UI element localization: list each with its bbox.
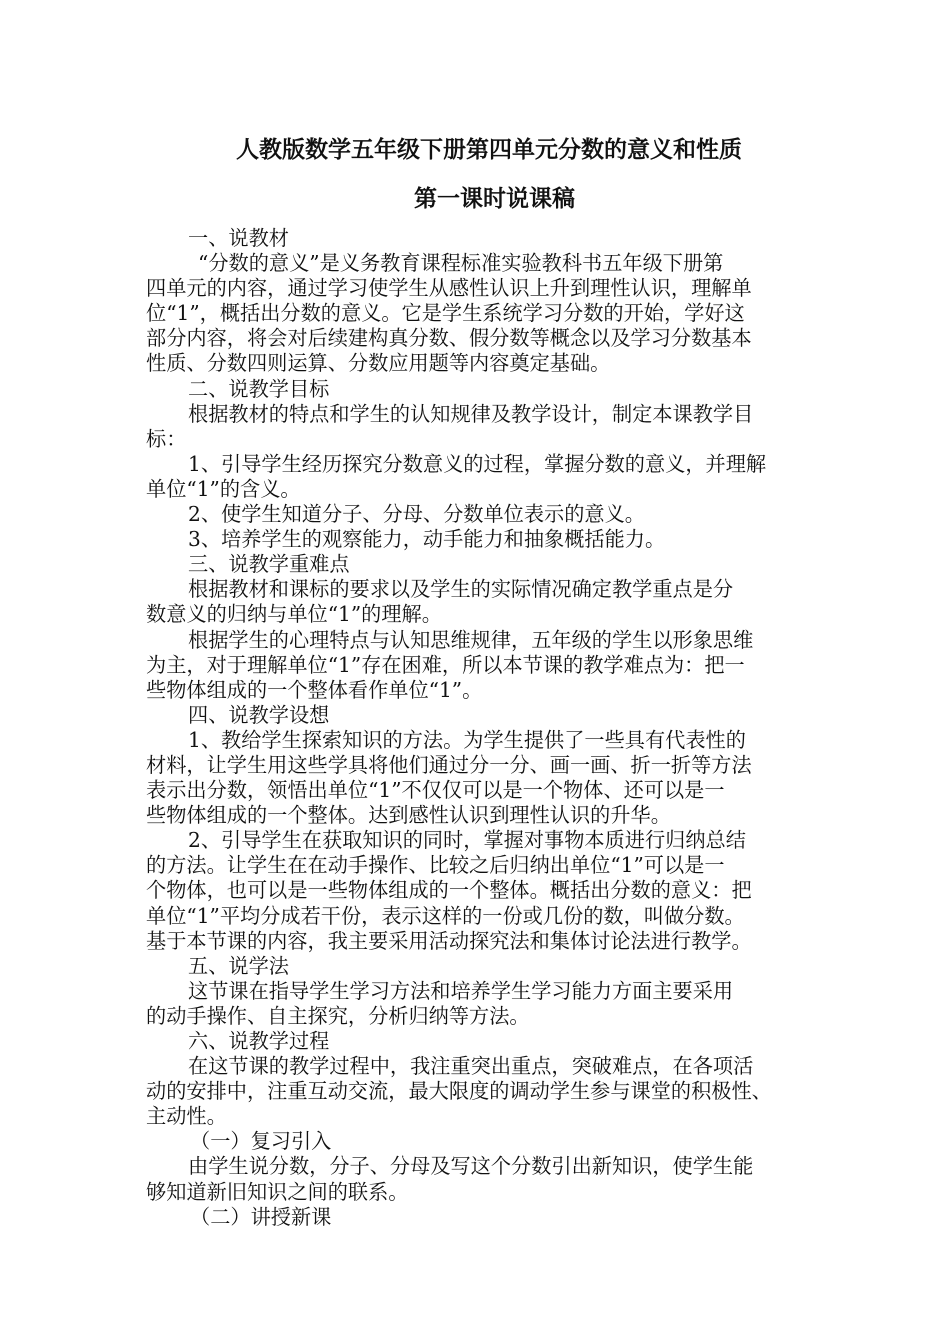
section-heading: 四、说教学设想 [188,702,330,727]
paragraph-line: 根据学生的心理特点与认知思维规律，五年级的学生以形象思维 [188,627,754,652]
paragraph-line: 1、引导学生经历探究分数意义的过程，掌握分数的意义，并理解 [188,451,767,476]
paragraph-line: 根据教材和课标的要求以及学生的实际情况确定教学重点是分 [188,577,734,602]
paragraph-line: 部分内容，将会对后续建构真分数、假分数等概念以及学习分数基本 [146,326,752,351]
paragraph-line: “分数的意义”是义务教育课程标准实验教科书五年级下册第 [198,251,724,276]
paragraph-line: 动的安排中，注重互动交流，最大限度的调动学生参与课堂的积极性、 [146,1079,772,1104]
section-heading: 六、说教学过程 [188,1029,330,1053]
paragraph-line: 2、引导学生在获取知识的同时，掌握对事物本质进行归纳总结 [188,828,746,853]
paragraph-line: 3、培养学生的观察能力，动手能力和抽象概括能力。 [188,527,666,552]
paragraph-line: 单位“1”平均分成若干份，表示这样的一份或几份的数，叫做分数。 [146,903,745,928]
paragraph-line: 在这节课的教学过程中，我注重突出重点，突破难点，在各项活 [188,1054,754,1079]
document-subtitle: 第一课时说课稿 [414,186,575,212]
paragraph-line: 标： [146,426,187,451]
paragraph-line: 的方法。让学生在在动手操作、比较之后归纳出单位“1”可以是一 [146,853,725,878]
document-body [146,226,810,1230]
paragraph-line: 些物体组成的一个整体。达到感性认识到理性认识的升华。 [146,803,671,828]
subsection-heading: （二）讲授新课 [190,1204,332,1229]
paragraph-line: 够知道新旧知识之间的联系。 [146,1179,409,1204]
document-title: 人教版数学五年级下册第四单元分数的意义和性质 [236,137,742,163]
section-heading: 二、说教学目标 [188,376,330,401]
paragraph-line: 位“1”，概括出分数的意义。它是学生系统学习分数的开始，学好这 [146,301,745,326]
paragraph-line: 为主，对于理解单位“1”存在困难，所以本节课的教学难点为：把一 [146,652,745,677]
paragraph-line: 由学生说分数，分子、分母及写这个分数引出新知识，使学生能 [188,1154,754,1179]
paragraph-line: 单位“1”的含义。 [146,476,301,501]
paragraph-line: 表示出分数，领悟出单位“1”不仅仅可以是一个物体、还可以是一 [146,778,725,803]
paragraph-line: 2、使学生知道分子、分母、分数单位表示的意义。 [188,502,645,527]
paragraph-line: 材料，让学生用这些学具将他们通过分一分、画一画、折一折等方法 [146,752,752,777]
section-heading: 五、说学法 [188,953,289,978]
paragraph-line: 基于本节课的内容，我主要采用活动探究法和集体讨论法进行教学。 [146,928,752,953]
paragraph-line: 数意义的归纳与单位“1”的理解。 [146,602,442,627]
paragraph-line: 根据教材的特点和学生的认知规律及教学设计，制定本课教学目 [188,401,754,426]
paragraph-line: 1、教给学生探索知识的方法。为学生提供了一些具有代表性的 [188,727,746,752]
section-heading: 一、说教材 [188,226,289,250]
section-heading: 三、说教学重难点 [188,552,350,577]
paragraph-line: 这节课在指导学生学习方法和培养学生学习能力方面主要采用 [188,978,734,1003]
paragraph-line: 个物体，也可以是一些物体组成的一个整体。概括出分数的意义：把 [146,878,752,903]
paragraph-line: 的动手操作、自主探究，分析归纳等方法。 [146,1003,530,1028]
subsection-heading: （一）复习引入 [190,1129,332,1154]
paragraph-line: 些物体组成的一个整体看作单位“1”。 [146,677,483,702]
paragraph-line: 四单元的内容，通过学习使学生从感性认识上升到理性认识，理解单 [146,276,752,301]
paragraph-line: 性质、分数四则运算、分数应用题等内容奠定基础。 [146,351,611,376]
paragraph-line: 主动性。 [146,1104,227,1129]
